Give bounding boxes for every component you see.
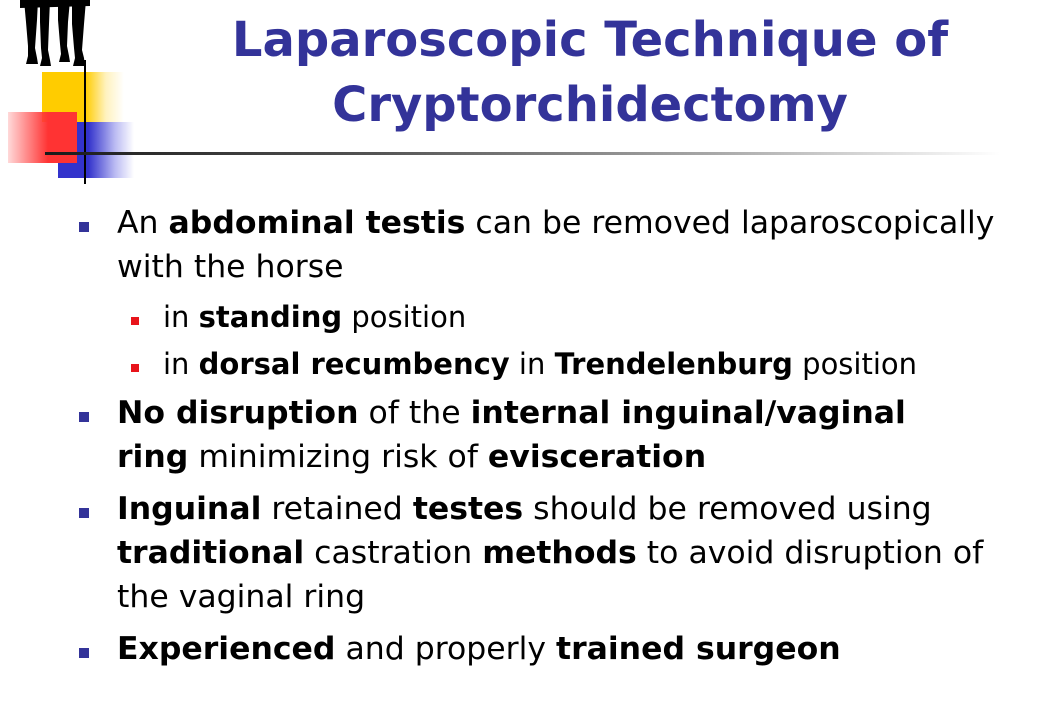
text-segment: in (163, 300, 199, 334)
bullet-item-inguinal-testes (117, 487, 983, 619)
bold-text-segment: Experienced (117, 631, 336, 667)
bullet-line (117, 575, 983, 619)
bold-text-segment: traditional (117, 535, 305, 571)
text-segment: position (342, 300, 467, 334)
square-bullet-icon (79, 412, 89, 422)
text-segment: castration (304, 535, 483, 571)
square-sub-bullet-icon (131, 364, 139, 372)
square-bullet-icon (79, 648, 89, 658)
bullet-line (117, 487, 983, 531)
bullet-line (117, 435, 906, 479)
text-segment: the vaginal ring (117, 579, 366, 615)
bold-text-segment: Inguinal (117, 491, 262, 527)
text-segment: retained (261, 491, 413, 527)
bullet-item-no-disruption (117, 391, 906, 479)
bold-text-segment: standing (198, 300, 343, 334)
bullet-line (117, 531, 983, 575)
title-line-2: Cryptorchidectomy (332, 77, 848, 133)
text-segment: An (117, 205, 169, 241)
bold-text-segment: Trendelenburg (554, 347, 793, 381)
red-accent-square (8, 112, 77, 163)
bold-text-segment: methods (482, 535, 637, 571)
text-segment: minimizing risk of (188, 439, 488, 475)
text-segment: with the horse (117, 249, 344, 285)
bullet-line (117, 391, 906, 435)
horse-legs-image (20, 0, 90, 70)
square-bullet-icon (79, 508, 89, 518)
text-segment: to avoid disruption of (636, 535, 984, 571)
bold-text-segment: evisceration (487, 439, 707, 475)
sub-bullet-item-standing (163, 295, 466, 339)
title-line-1: Laparoscopic Technique of (231, 12, 949, 68)
bold-text-segment: abdominal testis (168, 205, 466, 241)
title-underline-rule (45, 152, 1000, 155)
text-segment: and properly (335, 631, 557, 667)
sub-bullet-item-dorsal-recumbency (163, 342, 917, 386)
bullet-line (117, 245, 994, 289)
text-segment: of the (358, 395, 471, 431)
slide-title (140, 8, 1040, 138)
text-segment: should be removed using (523, 491, 932, 527)
bold-text-segment: internal inguinal/vaginal (470, 395, 906, 431)
bold-text-segment: ring (117, 439, 189, 475)
text-segment: position (792, 347, 918, 381)
bold-text-segment: No disruption (117, 395, 359, 431)
bold-text-segment: dorsal recumbency (198, 347, 510, 381)
bullet-line (117, 201, 994, 245)
bullet-line (117, 627, 841, 671)
bold-text-segment: testes (412, 491, 524, 527)
square-bullet-icon (79, 222, 89, 232)
text-segment: can be removed laparoscopically (465, 205, 995, 241)
square-sub-bullet-icon (131, 317, 139, 325)
text-segment: in (509, 347, 555, 381)
text-segment: in (163, 347, 199, 381)
bold-text-segment: trained surgeon (556, 631, 841, 667)
bullet-item-experienced-surgeon (117, 627, 841, 671)
vertical-rule (84, 60, 86, 184)
bullet-item-abdominal-testis (117, 201, 995, 381)
